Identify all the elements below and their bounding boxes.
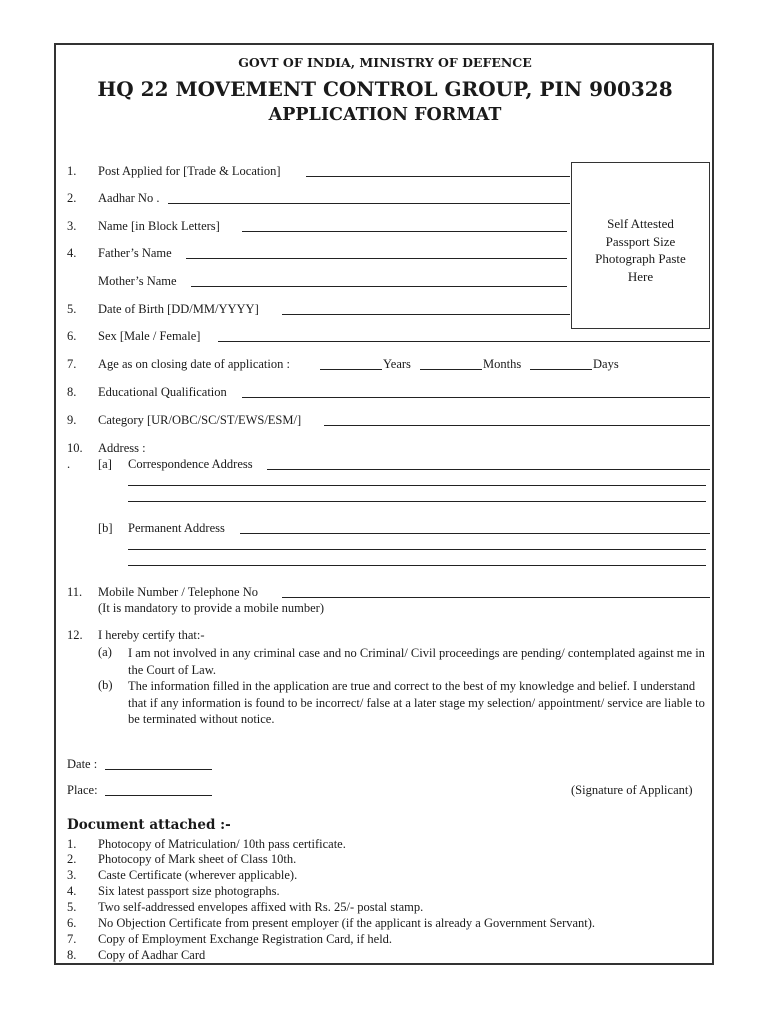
- document-number: 7.: [67, 932, 77, 946]
- document-item: Two self-addressed envelopes affixed with Rs. 25/- postal stamp.: [98, 900, 424, 914]
- field-number: 3.: [67, 219, 77, 233]
- education-field[interactable]: [242, 397, 710, 398]
- subfield-tag: (b): [98, 678, 113, 692]
- age-years-field[interactable]: [320, 369, 382, 370]
- date-label: Date :: [67, 757, 98, 771]
- signature-label: (Signature of Applicant): [571, 783, 693, 797]
- field-number: 1.: [67, 164, 77, 178]
- photo-box-line: Self Attested: [607, 216, 674, 231]
- office-heading: HQ 22 MOVEMENT CONTROL GROUP, PIN 900328: [97, 77, 673, 101]
- months-label: Months: [483, 357, 522, 371]
- document-item: Caste Certificate (wherever applicable).: [98, 868, 298, 882]
- age-months-field[interactable]: [420, 369, 482, 370]
- document-number: 4.: [67, 884, 77, 898]
- permanent-address-field[interactable]: [128, 549, 706, 550]
- dob-field[interactable]: [282, 314, 570, 315]
- form-title: APPLICATION FORMAT: [268, 105, 502, 125]
- mobile-note: (It is mandatory to provide a mobile number): [98, 601, 324, 615]
- subfield-tag: [b]: [98, 521, 113, 535]
- document-number: 8.: [67, 948, 77, 962]
- name-field[interactable]: [242, 231, 567, 232]
- post-applied-label: Post Applied for [Trade & Location]: [98, 164, 281, 178]
- photo-box-line: Photograph Paste: [595, 251, 686, 266]
- field-number: 11.: [67, 585, 83, 599]
- correspondence-address-field[interactable]: [267, 469, 710, 470]
- document-number: 3.: [67, 868, 77, 882]
- category-label: Category [UR/OBC/SC/ST/EWS/ESM/]: [98, 413, 302, 427]
- certify-label: I hereby certify that:-: [98, 628, 205, 642]
- father-name-field[interactable]: [186, 258, 567, 259]
- sex-label: Sex [Male / Female]: [98, 329, 201, 343]
- mother-name-field[interactable]: [191, 286, 567, 287]
- field-number: 10.: [67, 441, 83, 455]
- name-label: Name [in Block Letters]: [98, 219, 220, 233]
- certify-clause-a: I am not involved in any criminal case and no Criminal/ Civil proceedings are pending/ contemplated against me in the Court of Law.: [128, 646, 705, 677]
- permanent-address-field[interactable]: [240, 533, 710, 534]
- document-item: No Objection Certificate from present employer (if the applicant is already a Government Servant).: [98, 916, 596, 930]
- field-number: 6.: [67, 329, 77, 343]
- field-number: 2.: [67, 191, 77, 205]
- document-item: Copy of Employment Exchange Registration Card, if held.: [98, 932, 393, 946]
- document-number: 6.: [67, 916, 77, 930]
- ministry-heading: GOVT OF INDIA, MINISTRY OF DEFENCE: [238, 55, 532, 70]
- age-label: Age as on closing date of application :: [98, 357, 290, 371]
- mobile-label: Mobile Number / Telephone No: [98, 585, 258, 599]
- aadhar-field[interactable]: [168, 203, 570, 204]
- subfield-tag: (a): [98, 645, 112, 659]
- document-number: 1.: [67, 837, 77, 851]
- field-number: 7.: [67, 357, 77, 371]
- years-label: Years: [383, 357, 411, 371]
- category-field[interactable]: [324, 425, 710, 426]
- sex-field[interactable]: [218, 341, 710, 342]
- correspondence-address-field[interactable]: [128, 485, 706, 486]
- mother-name-label: Mother’s Name: [98, 274, 177, 288]
- dob-label: Date of Birth [DD/MM/YYYY]: [98, 302, 259, 316]
- mobile-field[interactable]: [282, 597, 710, 598]
- field-number: 12.: [67, 628, 83, 642]
- field-number: 8.: [67, 385, 77, 399]
- date-field[interactable]: [105, 769, 212, 770]
- aadhar-label: Aadhar No .: [98, 191, 160, 205]
- document-item: Photocopy of Matriculation/ 10th pass certificate.: [98, 837, 346, 851]
- document-number: 2.: [67, 852, 77, 866]
- field-number-dot: .: [67, 457, 71, 471]
- certify-clause-b: The information filled in the application are true and correct to the best of my knowledge and belief. I understand that if any information is found to be incorrect/ false at a later stage my selection/ appointment/ service are liable to be terminated without notice.: [128, 679, 705, 726]
- field-number: 5.: [67, 302, 77, 316]
- post-applied-field[interactable]: [306, 176, 570, 177]
- field-number: 4.: [67, 246, 77, 260]
- permanent-address-label: Permanent Address: [128, 521, 225, 535]
- address-label: Address :: [98, 441, 146, 455]
- document-item: Six latest passport size photographs.: [98, 884, 280, 898]
- father-name-label: Father’s Name: [98, 246, 172, 260]
- age-days-field[interactable]: [530, 369, 592, 370]
- photo-box-line: Here: [627, 268, 654, 284]
- place-field[interactable]: [105, 795, 212, 796]
- field-number: 9.: [67, 413, 77, 427]
- document-number: 5.: [67, 900, 77, 914]
- correspondence-address-label: Correspondence Address: [128, 457, 253, 471]
- document-item: Photocopy of Mark sheet of Class 10th.: [98, 852, 297, 866]
- permanent-address-field[interactable]: [128, 565, 706, 566]
- documents-title: Document attached :-: [67, 817, 231, 833]
- days-label: Days: [593, 357, 619, 371]
- place-label: Place:: [67, 783, 98, 797]
- photo-box: [571, 162, 710, 329]
- document-item: Copy of Aadhar Card: [98, 948, 206, 962]
- education-label: Educational Qualification: [98, 385, 227, 399]
- photo-box-line: Passport Size: [605, 233, 676, 249]
- subfield-tag: [a]: [98, 457, 112, 471]
- correspondence-address-field[interactable]: [128, 501, 706, 502]
